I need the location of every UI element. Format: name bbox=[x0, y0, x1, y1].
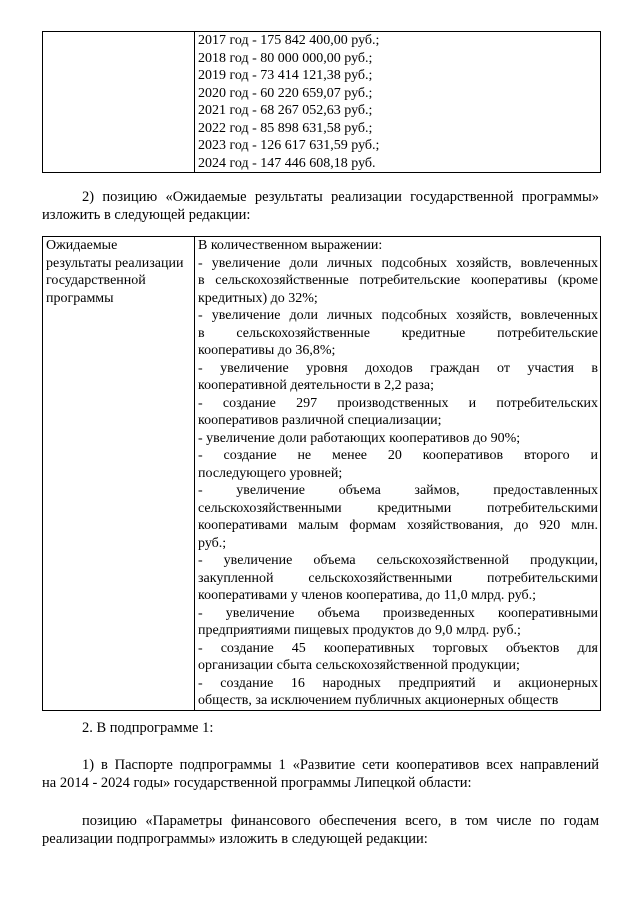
table-cell-label bbox=[43, 237, 195, 711]
table-cell-label bbox=[43, 32, 195, 173]
result-line: кооперативами малым формам хозяйствования, до 920 млн. bbox=[198, 518, 598, 533]
cell-line: результаты реализации bbox=[46, 255, 184, 271]
year-amount-line: 2018 год - 80 000 000,00 руб.; bbox=[198, 50, 373, 66]
year-amount-line: 2020 год - 60 220 659,07 руб.; bbox=[198, 85, 373, 101]
result-line: - увеличение доли личных подсобных хозяйств, вовлеченных bbox=[198, 255, 598, 271]
cell-line: государственной bbox=[46, 273, 146, 288]
result-line: В количественном выражении: bbox=[198, 238, 383, 253]
year-amount-line: 2023 год - 126 617 631,59 руб.; bbox=[198, 138, 380, 153]
result-line: сельскохозяйственными кредитными потребительскими bbox=[198, 500, 598, 516]
result-line: - увеличение уровня доходов граждан от участия в bbox=[198, 360, 598, 376]
result-line: в сельскохозяйственные потребительские кооперативы (кроме bbox=[198, 273, 598, 288]
result-line: - создание 16 народных предприятий и акционерных bbox=[198, 675, 598, 691]
year-amount-line: 2021 год - 68 267 052,63 руб.; bbox=[198, 103, 373, 118]
paragraph bbox=[42, 756, 599, 792]
paragraph-line: 2) позицию «Ожидаемые результаты реализации государственной программы» bbox=[82, 189, 599, 205]
result-line: закупленной сельскохозяйственными потребительскими bbox=[198, 570, 598, 586]
paragraph-line: изложить в следующей редакции: bbox=[42, 207, 251, 223]
result-line: - создание 297 производственных и потребительских bbox=[198, 395, 598, 411]
year-amount-line: 2022 год - 85 898 631,58 руб.; bbox=[198, 120, 373, 136]
result-line: в сельскохозяйственные кредитные потребительские bbox=[198, 325, 598, 341]
paragraph-line: 1) в Паспорте подпрограммы 1 «Развитие сети кооперативов всех направлений bbox=[82, 757, 599, 773]
result-line: кооперативы до 36,8%; bbox=[198, 343, 336, 358]
result-line: - увеличение доли работающих кооперативов до 90%; bbox=[198, 430, 521, 446]
result-line: кооперативами у членов кооператива, до 11,0 млрд. руб.; bbox=[198, 588, 537, 603]
result-line: - создание 45 кооперативных торговых объектов для bbox=[198, 640, 598, 656]
paragraph bbox=[42, 719, 599, 737]
paragraph-line: реализации подпрограммы» изложить в следующей редакции: bbox=[42, 831, 428, 847]
result-line: - увеличение объема сельскохозяйственной продукции, bbox=[198, 553, 598, 568]
table-cell-results bbox=[195, 237, 601, 711]
cell-line: Ожидаемые bbox=[46, 238, 118, 253]
table-row bbox=[43, 32, 601, 173]
result-line: - увеличение объема произведенных кооперативными bbox=[198, 605, 598, 621]
result-line: руб.; bbox=[198, 535, 227, 551]
result-line: - увеличение объема займов, предоставленных bbox=[198, 483, 598, 498]
paragraph-line: позицию «Параметры финансового обеспечения всего, в том числе по годам bbox=[82, 813, 599, 829]
result-line: кредитных) до 32%; bbox=[198, 290, 318, 306]
cell-line: программы bbox=[46, 290, 114, 306]
result-line: кооперативов различной специализации; bbox=[198, 413, 442, 428]
paragraph-line: на 2014 - 2024 годы» государственной программы Липецкой области: bbox=[42, 775, 472, 791]
result-line: - создание не менее 20 кооперативов второго и bbox=[198, 448, 598, 463]
year-amount-line: 2017 год - 175 842 400,00 руб.; bbox=[198, 33, 380, 48]
table-row bbox=[43, 237, 601, 711]
financing-table bbox=[42, 31, 601, 173]
expected-results-table bbox=[42, 236, 601, 711]
result-line: последующего уровней; bbox=[198, 465, 343, 481]
paragraph bbox=[42, 188, 599, 224]
paragraph bbox=[42, 812, 599, 848]
result-line: - увеличение доли личных подсобных хозяйств, вовлеченных bbox=[198, 308, 598, 323]
paragraph-line: 2. В подпрограмме 1: bbox=[82, 720, 214, 736]
result-line: организации сбыта сельскохозяйственной продукции; bbox=[198, 658, 520, 673]
table-cell-values bbox=[195, 32, 601, 173]
result-line: кооперативной деятельности в 2,2 раза; bbox=[198, 378, 434, 393]
result-line: предприятиями пищевых продуктов до 9,0 млрд. руб.; bbox=[198, 623, 521, 638]
year-amount-line: 2024 год - 147 446 608,18 руб. bbox=[198, 155, 376, 171]
year-amount-line: 2019 год - 73 414 121,38 руб.; bbox=[198, 68, 373, 83]
result-line: обществ, за исключением публичных акционерных обществ bbox=[198, 693, 559, 708]
